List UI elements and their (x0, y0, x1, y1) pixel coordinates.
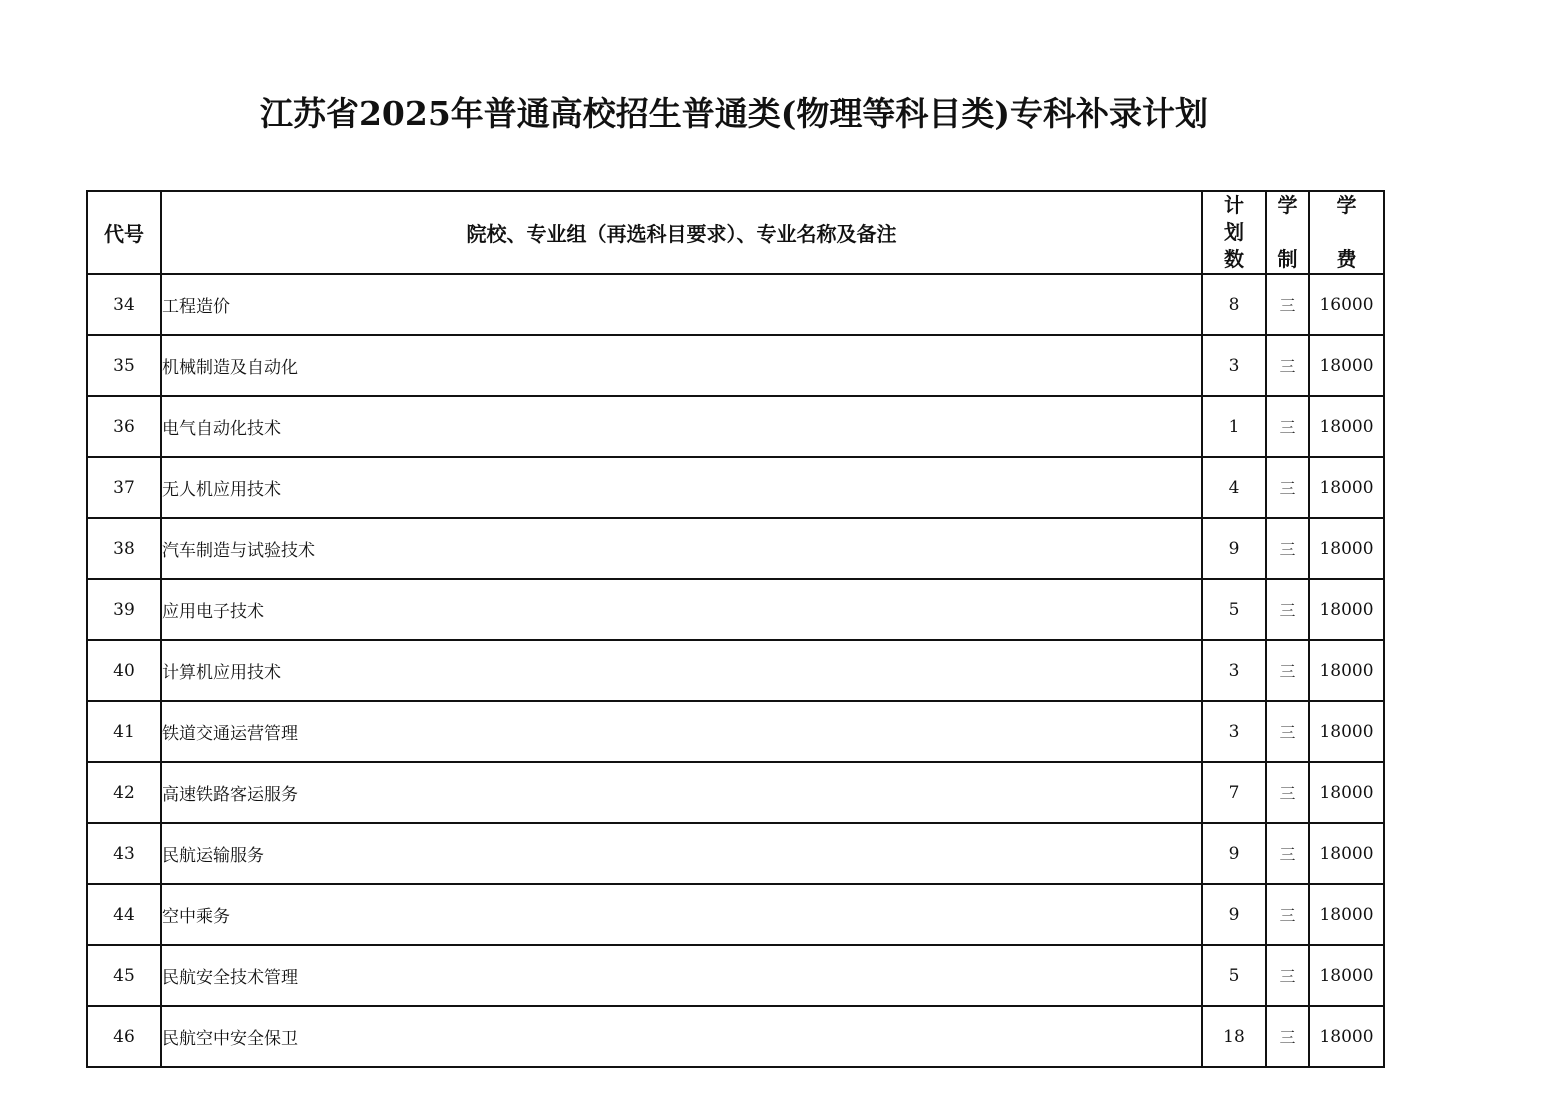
cell-fee: 18000 (1309, 701, 1384, 762)
cell-plan-count: 3 (1202, 701, 1266, 762)
cell-code: 42 (87, 762, 161, 823)
header-duration (1266, 191, 1309, 274)
cell-major-name: 高速铁路客运服务 (161, 762, 1202, 823)
admission-plan-table (86, 190, 1385, 1068)
cell-fee: 18000 (1309, 1006, 1384, 1067)
cell-major-name: 应用电子技术 (161, 579, 1202, 640)
table-row (87, 762, 1384, 823)
table-row (87, 701, 1384, 762)
header-count (1202, 191, 1266, 274)
header-code: 代号 (87, 191, 161, 274)
table-row (87, 274, 1384, 335)
table-row (87, 396, 1384, 457)
cell-plan-count: 8 (1202, 274, 1266, 335)
header-fee (1309, 191, 1384, 274)
cell-plan-count: 7 (1202, 762, 1266, 823)
cell-duration: 三 (1266, 884, 1309, 945)
header-fee-char: 学 (1336, 193, 1357, 217)
cell-plan-count: 9 (1202, 518, 1266, 579)
cell-code: 41 (87, 701, 161, 762)
cell-fee: 16000 (1309, 274, 1384, 335)
cell-fee: 18000 (1309, 762, 1384, 823)
header-fee-char: 费 (1336, 247, 1357, 271)
cell-major-name: 民航运输服务 (161, 823, 1202, 884)
cell-duration: 三 (1266, 335, 1309, 396)
cell-major-name: 机械制造及自动化 (161, 335, 1202, 396)
cell-plan-count: 18 (1202, 1006, 1266, 1067)
cell-fee: 18000 (1309, 884, 1384, 945)
cell-fee: 18000 (1309, 457, 1384, 518)
cell-plan-count: 9 (1202, 884, 1266, 945)
cell-code: 35 (87, 335, 161, 396)
table-row (87, 640, 1384, 701)
cell-fee: 18000 (1309, 518, 1384, 579)
header-count-char: 计 (1224, 193, 1244, 217)
cell-code: 34 (87, 274, 161, 335)
table-body (87, 274, 1384, 1067)
cell-major-name: 无人机应用技术 (161, 457, 1202, 518)
table-row (87, 1006, 1384, 1067)
cell-plan-count: 3 (1202, 640, 1266, 701)
cell-plan-count: 1 (1202, 396, 1266, 457)
cell-plan-count: 5 (1202, 579, 1266, 640)
cell-code: 40 (87, 640, 161, 701)
cell-fee: 18000 (1309, 335, 1384, 396)
header-name: 院校、专业组（再选科目要求）、专业名称及备注 (161, 191, 1202, 274)
cell-duration: 三 (1266, 1006, 1309, 1067)
table-row (87, 884, 1384, 945)
cell-code: 37 (87, 457, 161, 518)
cell-major-name: 计算机应用技术 (161, 640, 1202, 701)
cell-major-name: 铁道交通运营管理 (161, 701, 1202, 762)
cell-fee: 18000 (1309, 823, 1384, 884)
cell-duration: 三 (1266, 457, 1309, 518)
cell-code: 39 (87, 579, 161, 640)
cell-major-name: 电气自动化技术 (161, 396, 1202, 457)
cell-duration: 三 (1266, 518, 1309, 579)
table-row (87, 579, 1384, 640)
cell-plan-count: 3 (1202, 335, 1266, 396)
cell-duration: 三 (1266, 640, 1309, 701)
cell-plan-count: 4 (1202, 457, 1266, 518)
cell-duration: 三 (1266, 701, 1309, 762)
cell-fee: 18000 (1309, 396, 1384, 457)
cell-major-name: 工程造价 (161, 274, 1202, 335)
cell-duration: 三 (1266, 823, 1309, 884)
table-row (87, 457, 1384, 518)
table-row (87, 823, 1384, 884)
cell-code: 38 (87, 518, 161, 579)
header-duration-char: 学 (1277, 193, 1298, 217)
cell-duration: 三 (1266, 396, 1309, 457)
table-row (87, 518, 1384, 579)
cell-major-name: 空中乘务 (161, 884, 1202, 945)
header-count-char: 数 (1224, 247, 1244, 271)
cell-fee: 18000 (1309, 640, 1384, 701)
header-count-char: 划 (1224, 220, 1244, 244)
cell-duration: 三 (1266, 945, 1309, 1006)
table-header-row (87, 191, 1384, 274)
cell-code: 46 (87, 1006, 161, 1067)
cell-plan-count: 9 (1202, 823, 1266, 884)
cell-duration: 三 (1266, 762, 1309, 823)
cell-code: 36 (87, 396, 161, 457)
cell-duration: 三 (1266, 579, 1309, 640)
cell-duration: 三 (1266, 274, 1309, 335)
cell-fee: 18000 (1309, 945, 1384, 1006)
cell-fee: 18000 (1309, 579, 1384, 640)
cell-major-name: 民航空中安全保卫 (161, 1006, 1202, 1067)
cell-plan-count: 5 (1202, 945, 1266, 1006)
cell-code: 45 (87, 945, 161, 1006)
page-title: 江苏省2025年普通高校招生普通类(物理等科目类)专科补录计划 (259, 94, 1209, 133)
cell-major-name: 汽车制造与试验技术 (161, 518, 1202, 579)
table-row (87, 335, 1384, 396)
cell-code: 44 (87, 884, 161, 945)
header-duration-char: 制 (1277, 247, 1298, 271)
cell-major-name: 民航安全技术管理 (161, 945, 1202, 1006)
cell-code: 43 (87, 823, 161, 884)
table-row (87, 945, 1384, 1006)
